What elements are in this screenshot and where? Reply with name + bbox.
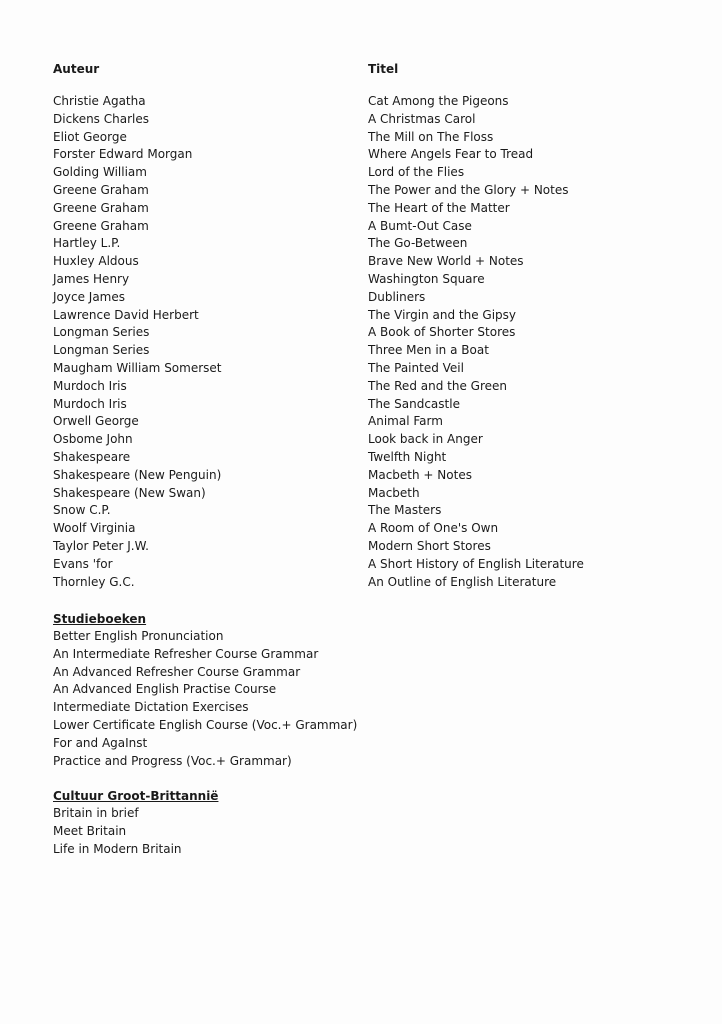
list-item: Huxley Aldous — [53, 254, 139, 269]
list-item: For and AgaInst — [53, 735, 148, 750]
list-item: Evans 'for — [53, 556, 113, 571]
list-item: Murdoch Iris — [53, 396, 127, 411]
list-item: Longman Series — [53, 343, 150, 358]
list-item: Lawrence David Herbert — [53, 307, 199, 322]
studieboeken-list — [53, 628, 453, 770]
list-item: Forster Edward Morgan — [53, 147, 193, 162]
list-item: Britain in brief — [53, 806, 139, 820]
list-item: A Christmas Carol — [368, 111, 476, 126]
list-item: Orwell George — [53, 414, 139, 429]
studieboeken-section — [53, 610, 453, 770]
list-item: The Masters — [368, 503, 442, 518]
list-item: Where Angels Fear to Tread — [368, 147, 534, 162]
cultuur-list — [53, 805, 453, 858]
title-list — [368, 93, 698, 591]
list-item: A Book of Shorter Stores — [368, 325, 516, 340]
list-item: Shakespeare — [53, 449, 131, 464]
list-item: Eliot George — [53, 129, 127, 144]
list-item: Dickens Charles — [53, 111, 149, 126]
studieboeken-heading: Studieboeken — [53, 612, 147, 626]
titel-column — [368, 60, 698, 591]
list-item: The Red and the Green — [368, 378, 507, 393]
list-item: Maugham William Somerset — [53, 360, 222, 375]
list-item: Murdoch Iris — [53, 378, 127, 393]
list-item: An Outline of English Literature — [368, 574, 557, 589]
list-item: Shakespeare (New Swan) — [53, 485, 206, 500]
list-item: Greene Graham — [53, 218, 149, 233]
list-item: An Advanced English Practise Course — [53, 682, 277, 697]
list-item: Macbeth + Notes — [368, 467, 472, 482]
auteur-column — [53, 60, 353, 591]
list-item: Cat Among the Pigeons — [368, 94, 509, 108]
list-item: Dubliners — [368, 289, 426, 304]
list-item: A Room of One's Own — [368, 521, 499, 536]
list-item: Joyce James — [53, 289, 125, 304]
list-item: Meet Britain — [53, 823, 127, 838]
list-item: The Sandcastle — [368, 396, 460, 411]
list-item: An Advanced Refresher Course Grammar — [53, 664, 301, 679]
list-item: Look back in Anger — [368, 432, 483, 447]
list-item: The Painted Veil — [368, 360, 464, 375]
list-item: Better English Pronunciation — [53, 629, 224, 643]
author-list — [53, 93, 353, 591]
titel-header: Titel — [368, 62, 399, 76]
list-item: Longman Series — [53, 325, 150, 340]
list-item: Twelfth Night — [368, 449, 447, 464]
list-item: Washington Square — [368, 271, 485, 286]
list-item: James Henry — [53, 271, 130, 286]
list-item: The Mill on The Floss — [368, 129, 494, 144]
list-item: The Virgin and the Gipsy — [368, 307, 517, 322]
list-item: Macbeth — [368, 485, 420, 500]
list-item: Life in Modern Britain — [53, 841, 182, 856]
list-item: Woolf Virginia — [53, 521, 136, 536]
list-item: The Heart of the Matter — [368, 200, 510, 215]
list-item: Lower Certificate English Course (Voc.+ Grammar) — [53, 717, 358, 732]
list-item: Taylor Peter J.W. — [53, 538, 149, 553]
list-item: An Intermediate Refresher Course Grammar — [53, 646, 319, 661]
list-item: Golding William — [53, 165, 147, 180]
list-item: Intermediate Dictation Exercises — [53, 700, 249, 715]
list-item: Greene Graham — [53, 182, 149, 197]
list-item: Modern Short Stores — [368, 538, 491, 553]
list-item: Three Men in a Boat — [368, 343, 489, 358]
list-item: Practice and Progress (Voc.+ Grammar) — [53, 753, 292, 768]
list-item: Hartley L.P. — [53, 236, 121, 251]
list-item: Snow C.P. — [53, 503, 111, 518]
list-item: A Short History of English Literature — [368, 556, 584, 571]
list-item: A Bumt-Out Case — [368, 218, 472, 233]
list-item: Shakespeare (New Penguin) — [53, 467, 222, 482]
list-item: Osbome John — [53, 432, 133, 447]
list-item: The Go-Between — [368, 236, 468, 251]
cultuur-heading: Cultuur Groot-Brittannië — [53, 789, 219, 803]
auteur-header: Auteur — [53, 62, 100, 76]
list-item: Lord of the Flies — [368, 165, 465, 180]
list-item: Brave New World + Notes — [368, 254, 524, 269]
list-item: Thornley G.C. — [53, 574, 135, 589]
list-item: Greene Graham — [53, 200, 149, 215]
list-item: Christie Agatha — [53, 94, 146, 108]
cultuur-section — [53, 787, 453, 858]
list-item: Animal Farm — [368, 414, 443, 429]
list-item: The Power and the Glory + Notes — [368, 182, 569, 197]
